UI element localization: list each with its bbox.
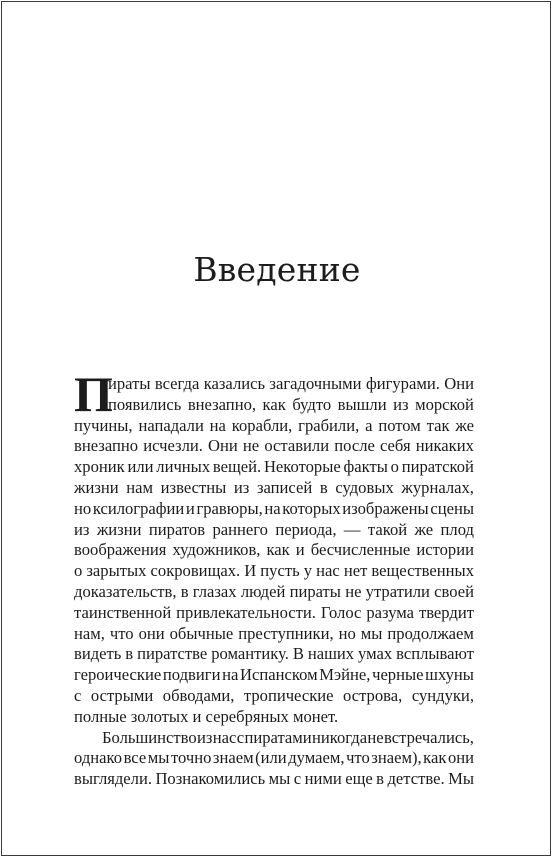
text-line: но ксилографии и гравюры, на которых изображены сцены — [74, 498, 474, 518]
text-line: таинственной привлекательности. Голос разума твердит — [74, 602, 474, 622]
text-line: о зарытых сокровищах. И пусть у нас нет вещественных — [74, 561, 474, 581]
text-line: из жизни пиратов раннего периода, — такой же плод — [74, 519, 474, 539]
text-line: хроник или личных вещей. Некоторые факты о пиратской — [74, 457, 474, 477]
text-line: выглядели. Познакомились мы с ними еще в детстве. Мы — [74, 769, 474, 789]
text-line: жизни нам известны из записей в судовых журналах, — [74, 477, 474, 497]
drop-cap: П — [74, 366, 113, 422]
text-line: ираты всегда казались загадочными фигурами. Они — [108, 374, 474, 393]
text-line: появились внезапно, как будто вышли из морской — [108, 394, 474, 414]
text-line: Большинство из нас с пиратами никогда не встречались, — [102, 727, 474, 747]
text-line: однако все мы точно знаем (или думаем, что знаем), как они — [74, 748, 474, 768]
chapter-title: Введение — [193, 250, 361, 289]
text-line: полные золотых и серебряных монет. — [74, 706, 339, 726]
paragraph-2 — [74, 728, 474, 790]
paragraph-1 — [74, 366, 474, 728]
text-line: героические подвиги на Испанском Мэйне, черные шхуны — [74, 665, 474, 685]
text-line: с острыми обводами, тропические острова, сундуки, — [74, 685, 474, 705]
text-line: воображения художников, как и бесчисленные истории — [74, 540, 474, 560]
body-text — [74, 366, 474, 790]
text-line: пучины, нападали на корабли, грабили, а потом так же — [74, 415, 474, 435]
text-line: видеть в пиратстве романтику. В наших умах всплывают — [74, 644, 474, 664]
text-line: нам, что они обычные преступники, но мы продолжаем — [74, 623, 474, 643]
text-line: доказательств, в глазах людей пираты не утратили своей — [74, 581, 474, 601]
text-line: внезапно исчезли. Они не оставили после себя никаких — [74, 436, 474, 456]
